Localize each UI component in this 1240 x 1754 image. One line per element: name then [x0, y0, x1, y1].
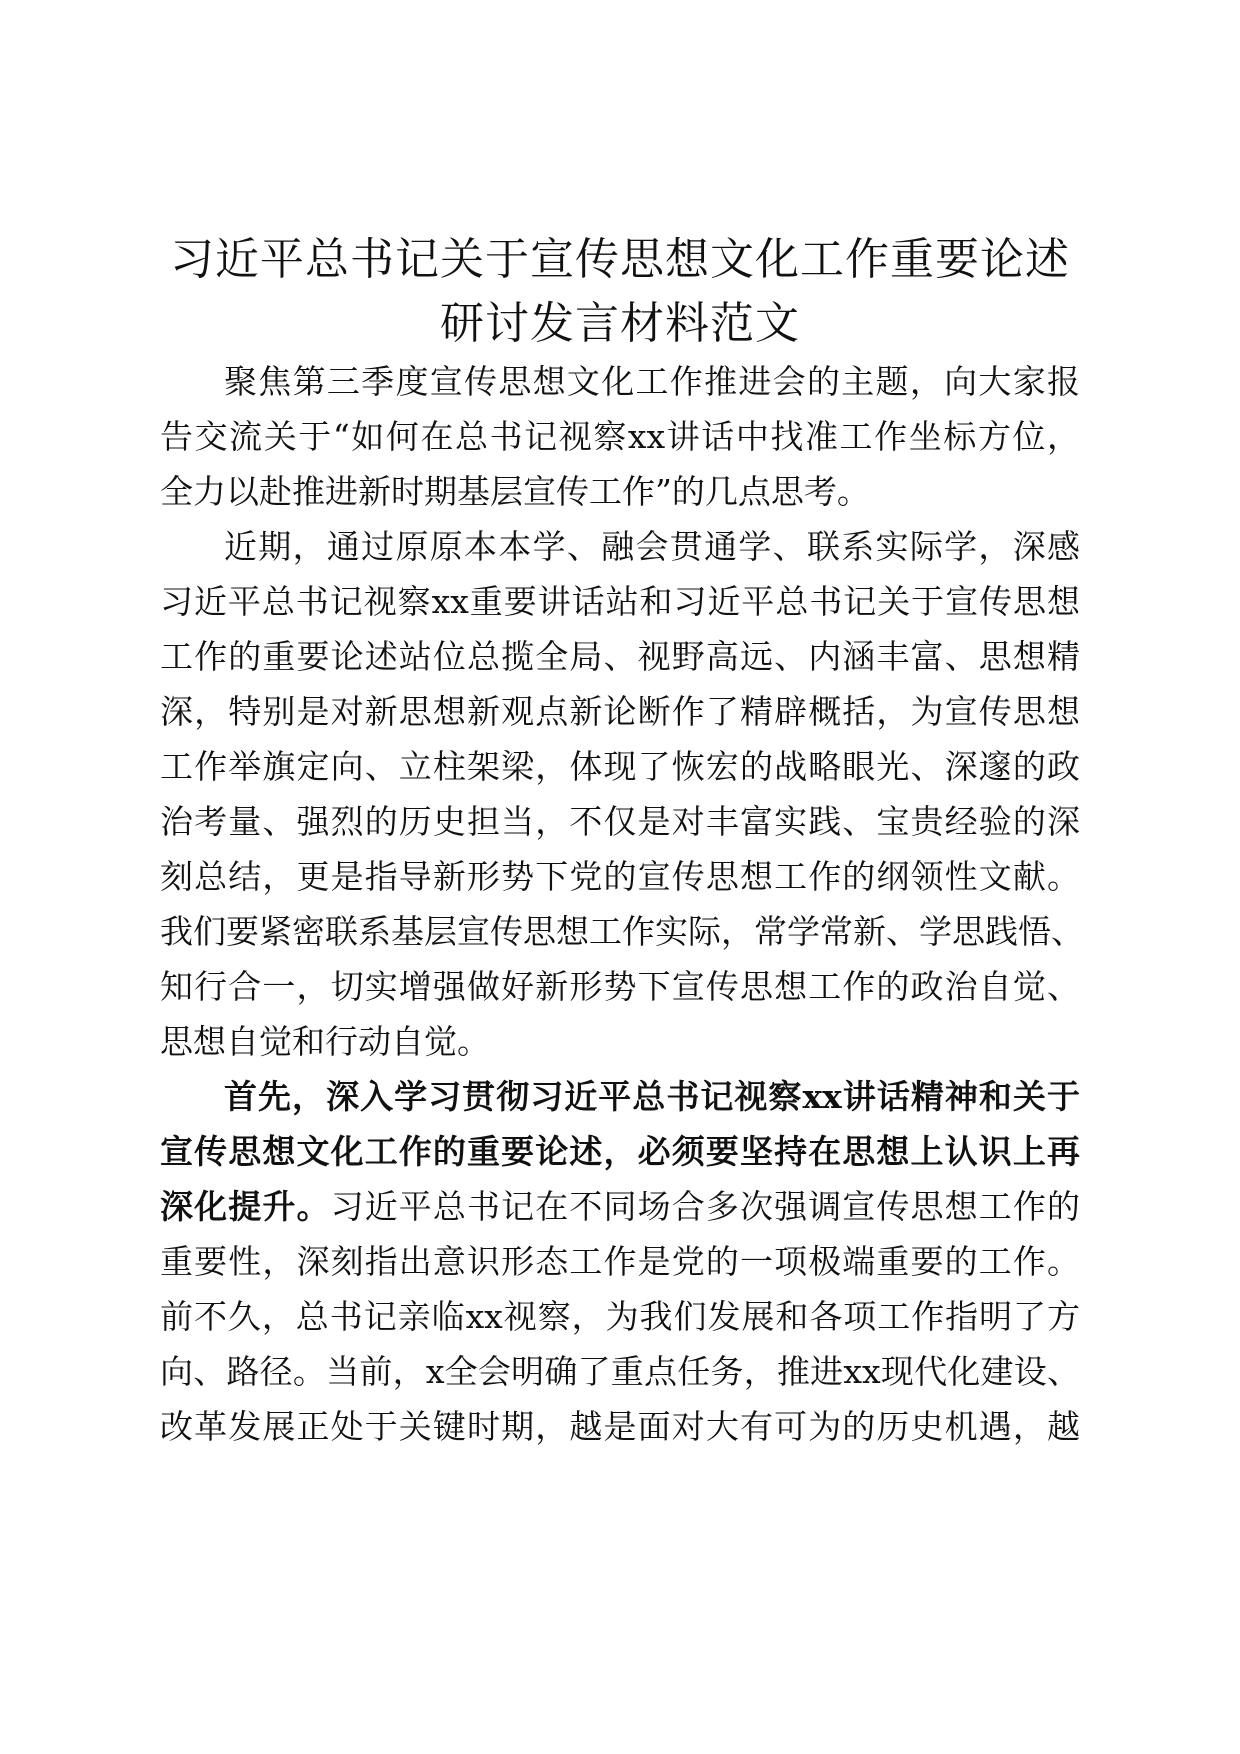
paragraph-2-line: 工作的重要论述站位总揽全局、视野高远、内涵丰富、思想精: [160, 637, 1080, 676]
paragraph-2-line: 刻总结，更是指导新形势下党的宣传思想工作的纲领性文献。: [160, 857, 1080, 896]
document-title-line-2: 研讨发言材料范文: [440, 298, 800, 349]
paragraph-2-line: 深，特别是对新思想新观点新论断作了精辟概括，为宣传思想: [160, 692, 1080, 731]
paragraph-3-mixed-line: [160, 1187, 1080, 1227]
paragraph-2-line: 思想自觉和行动自觉。: [160, 1022, 490, 1061]
paragraph-3-line: 前不久，总书记亲临xx视察，为我们发展和各项工作指明了方: [160, 1297, 1080, 1336]
paragraph-2-line: 工作举旗定向、立柱架梁，体现了恢宏的战略眼光、深邃的政: [160, 747, 1080, 786]
document-title-line-1: 习近平总书记关于宣传思想文化工作重要论述: [170, 234, 1070, 285]
paragraph-1-line: 告交流关于“如何在总书记视察xx讲话中找准工作坐标方位，: [160, 417, 1080, 456]
paragraph-2-line: 习近平总书记视察xx重要讲话站和习近平总书记关于宣传思想: [160, 582, 1080, 621]
paragraph-3-text: 习近平总书记在不同场合多次强调宣传思想工作的: [330, 1187, 1081, 1226]
paragraph-3-bold-line: 宣传思想文化工作的重要论述，必须要坚持在思想上认识上再: [160, 1132, 1080, 1171]
paragraph-2-line: 我们要紧密联系基层宣传思想工作实际，常学常新、学思践悟、: [160, 912, 1084, 951]
paragraph-2-line: 治考量、强烈的历史担当，不仅是对丰富实践、宝贵经验的深: [160, 802, 1080, 841]
paragraph-3-line: 改革发展正处于关键时期，越是面对大有可为的历史机遇，越: [160, 1407, 1080, 1446]
paragraph-2-line: 近期，通过原原本本学、融会贯通学、联系实际学，深感: [224, 527, 1080, 566]
paragraph-3-line: 向、路径。当前，x全会明确了重点任务，推进xx现代化建设、: [160, 1352, 1080, 1391]
paragraph-3-bold-tail: 深化提升。: [160, 1187, 331, 1226]
paragraph-2-line: 知行合一，切实增强做好新形势下宣传思想工作的政治自觉、: [160, 967, 1080, 1006]
paragraph-3-bold-line: 首先，深入学习贯彻习近平总书记视察xx讲话精神和关于: [224, 1077, 1080, 1116]
paragraph-1-line: 全力以赴推进新时期基层宣传工作”的几点思考。: [160, 472, 870, 511]
paragraph-3-line: 重要性，深刻指出意识形态工作是党的一项极端重要的工作。: [160, 1242, 1080, 1281]
paragraph-1-line: 聚焦第三季度宣传思想文化工作推进会的主题，向大家报: [224, 362, 1080, 401]
